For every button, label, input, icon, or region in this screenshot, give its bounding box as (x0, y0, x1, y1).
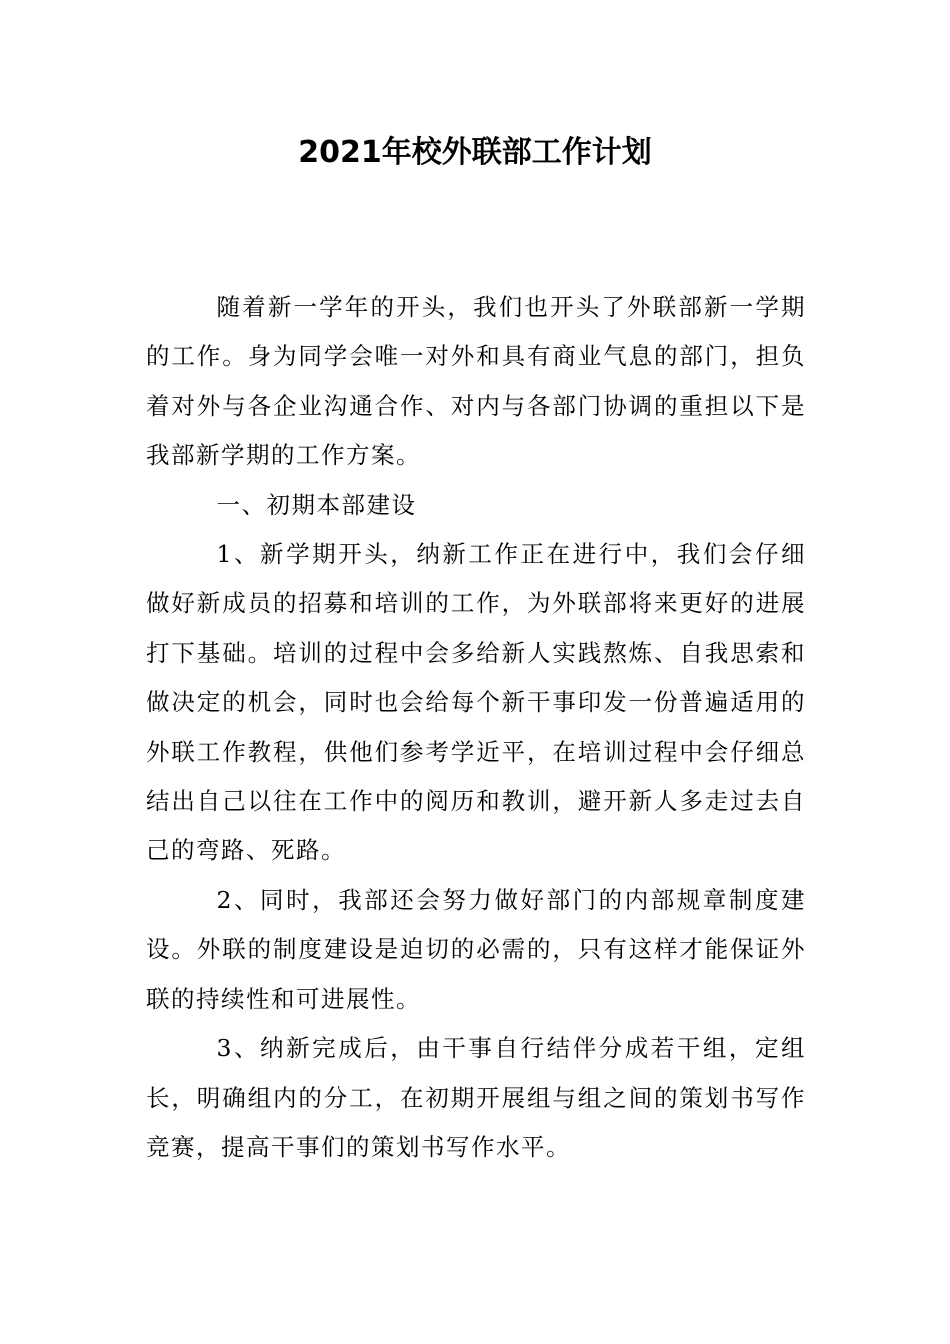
document-body (146, 283, 806, 1172)
section-heading: 一、初期本部建设 (216, 490, 417, 519)
paragraph-item-2: 2、同时，我部还会努力做好部门的内部规章制度建设。外联的制度建设是迫切的必需的，只有这样才能保证外联的持续性和可进展性。 (146, 885, 806, 1013)
paragraph-item-3: 3、纳新完成后，由干事自行结伴分成若干组，定组长，明确组内的分工，在初期开展组与组之间的策划书写作竞赛，提高干事们的策划书写作水平。 (146, 1034, 806, 1161)
document-title: 2021年校外联部工作计划 (298, 135, 652, 170)
paragraph-item-1: 1、新学期开头，纳新工作正在进行中，我们会仔细做好新成员的招募和培训的工作，为外联部将来更好的进展打下基础。培训的过程中会多给新人实践熬炼、自我思索和做决定的机会，同时也会给每个新干事印发一份普遍适用的外联工作教程，供他们参考学近平，在培训过程中会仔细总结出自己以往在工作中的阅历和教训，避开新人多走过去自己的弯路、死路。 (146, 540, 806, 865)
paragraph-intro: 随着新一学年的开头，我们也开头了外联部新一学期的工作。身为同学会唯一对外和具有商业气息的部门，担负着对外与各企业沟通合作、对内与各部门协调的重担以下是我部新学期的工作方案。 (146, 293, 806, 470)
